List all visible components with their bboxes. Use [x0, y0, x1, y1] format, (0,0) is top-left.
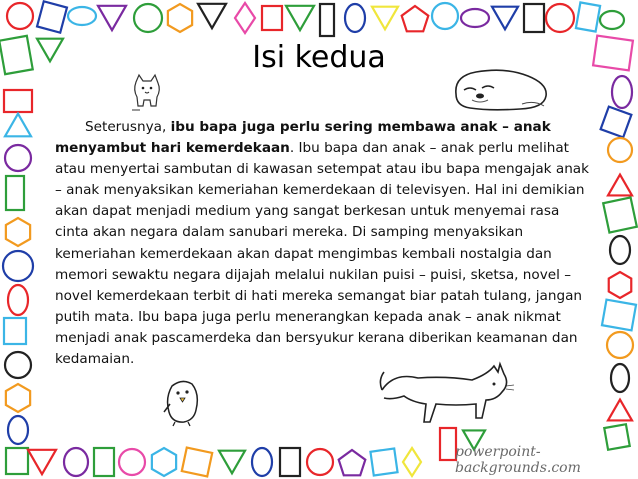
border-shape: [262, 6, 282, 30]
border-shape: [28, 450, 56, 474]
border-shape: [286, 6, 314, 30]
walking-cat-doodle-icon: [376, 360, 516, 432]
border-shape: [6, 218, 30, 246]
paragraph-bold: ibu bapa juga perlu sering membawa anak – anak menyambut hari kemerdekaan: [55, 119, 551, 157]
border-shape: [372, 7, 398, 30]
border-shape: [524, 4, 544, 32]
border-shape: [4, 318, 26, 344]
border-shape: [37, 1, 67, 32]
border-shape: [601, 107, 632, 138]
border-shape: [339, 450, 366, 475]
border-shape: [611, 364, 629, 392]
border-shape: [403, 448, 421, 476]
border-shape: [64, 448, 88, 476]
border-shape: [610, 236, 630, 264]
border-shape: [119, 449, 145, 475]
cat-doodle-icon: [128, 72, 166, 112]
watermark: powerpoint-backgrounds.com: [455, 444, 581, 476]
border-shape: [252, 448, 272, 476]
border-shape: [603, 197, 637, 232]
border-shape: [168, 4, 192, 32]
border-shape: [219, 451, 245, 474]
seal-doodle-icon: [450, 64, 552, 114]
border-shape: [492, 7, 518, 30]
border-shape: [8, 285, 28, 315]
border-shape: [607, 332, 633, 358]
penguin-doodle-icon: [160, 376, 206, 428]
border-shape: [370, 448, 397, 475]
border-shape: [402, 6, 429, 31]
border-shape: [134, 4, 162, 32]
border-shape: [235, 3, 255, 33]
border-shape: [608, 175, 632, 196]
border-shape: [608, 138, 632, 162]
border-shape: [5, 145, 31, 171]
border-shape: [3, 251, 33, 281]
paragraph-intro: Seterusnya,: [85, 119, 171, 135]
border-shape: [6, 448, 28, 474]
border-shape: [98, 6, 126, 30]
border-shape: [345, 4, 365, 32]
border-shape: [440, 428, 456, 460]
border-shape: [8, 416, 28, 444]
border-shape: [576, 2, 600, 31]
border-shape: [94, 448, 114, 476]
border-shape: [182, 448, 212, 477]
slide-title: Isi kedua: [252, 40, 386, 75]
border-shape: [432, 3, 458, 29]
border-shape: [5, 114, 31, 137]
border-shape: [602, 300, 636, 331]
border-shape: [152, 448, 176, 476]
border-shape: [68, 7, 96, 25]
border-shape: [609, 272, 632, 298]
body-paragraph: [55, 117, 595, 370]
border-shape: [7, 3, 33, 29]
border-shape: [612, 76, 632, 108]
border-shape: [608, 400, 632, 421]
border-shape: [5, 352, 31, 378]
border-shape: [198, 4, 226, 28]
border-shape: [546, 4, 574, 32]
border-shape: [320, 4, 334, 36]
border-shape: [4, 90, 32, 112]
border-shape: [600, 11, 624, 29]
paragraph-rest: . Ibu bapa dan anak – anak perlu melihat atau menyertai sambutan di kawasan setempat atau ibu bapa mengajak anak – anak menyaksikan kemeriahan kemerdekaan di televisyen. Hal ini demikian akan dapat menjadi medium yang sangat berkesan untuk menyemai rasa cinta akan negara dalam sanubari mereka. Di samping menyaksikan kemeriahan kemerdekaan akan dapat mengimbas kembali nostalgia dan memori sewaktu negara dijajah melalui nukilan puisi – puisi, sketsa, novel – novel kemerdekaan terbit di hati mereka semangat biar patah tulang, jangan putih mata. Ibu bapa juga perlu menerangkan kepada anak – anak nikmat menjadi anak pascamerdeka dan bersyukur kerana diberikan keamanan dan kedamaian.: [55, 140, 590, 368]
border-shape: [6, 384, 30, 412]
border-shape: [307, 449, 333, 475]
border-shape: [461, 9, 489, 27]
border-shape: [6, 176, 24, 210]
border-shape: [280, 448, 300, 476]
